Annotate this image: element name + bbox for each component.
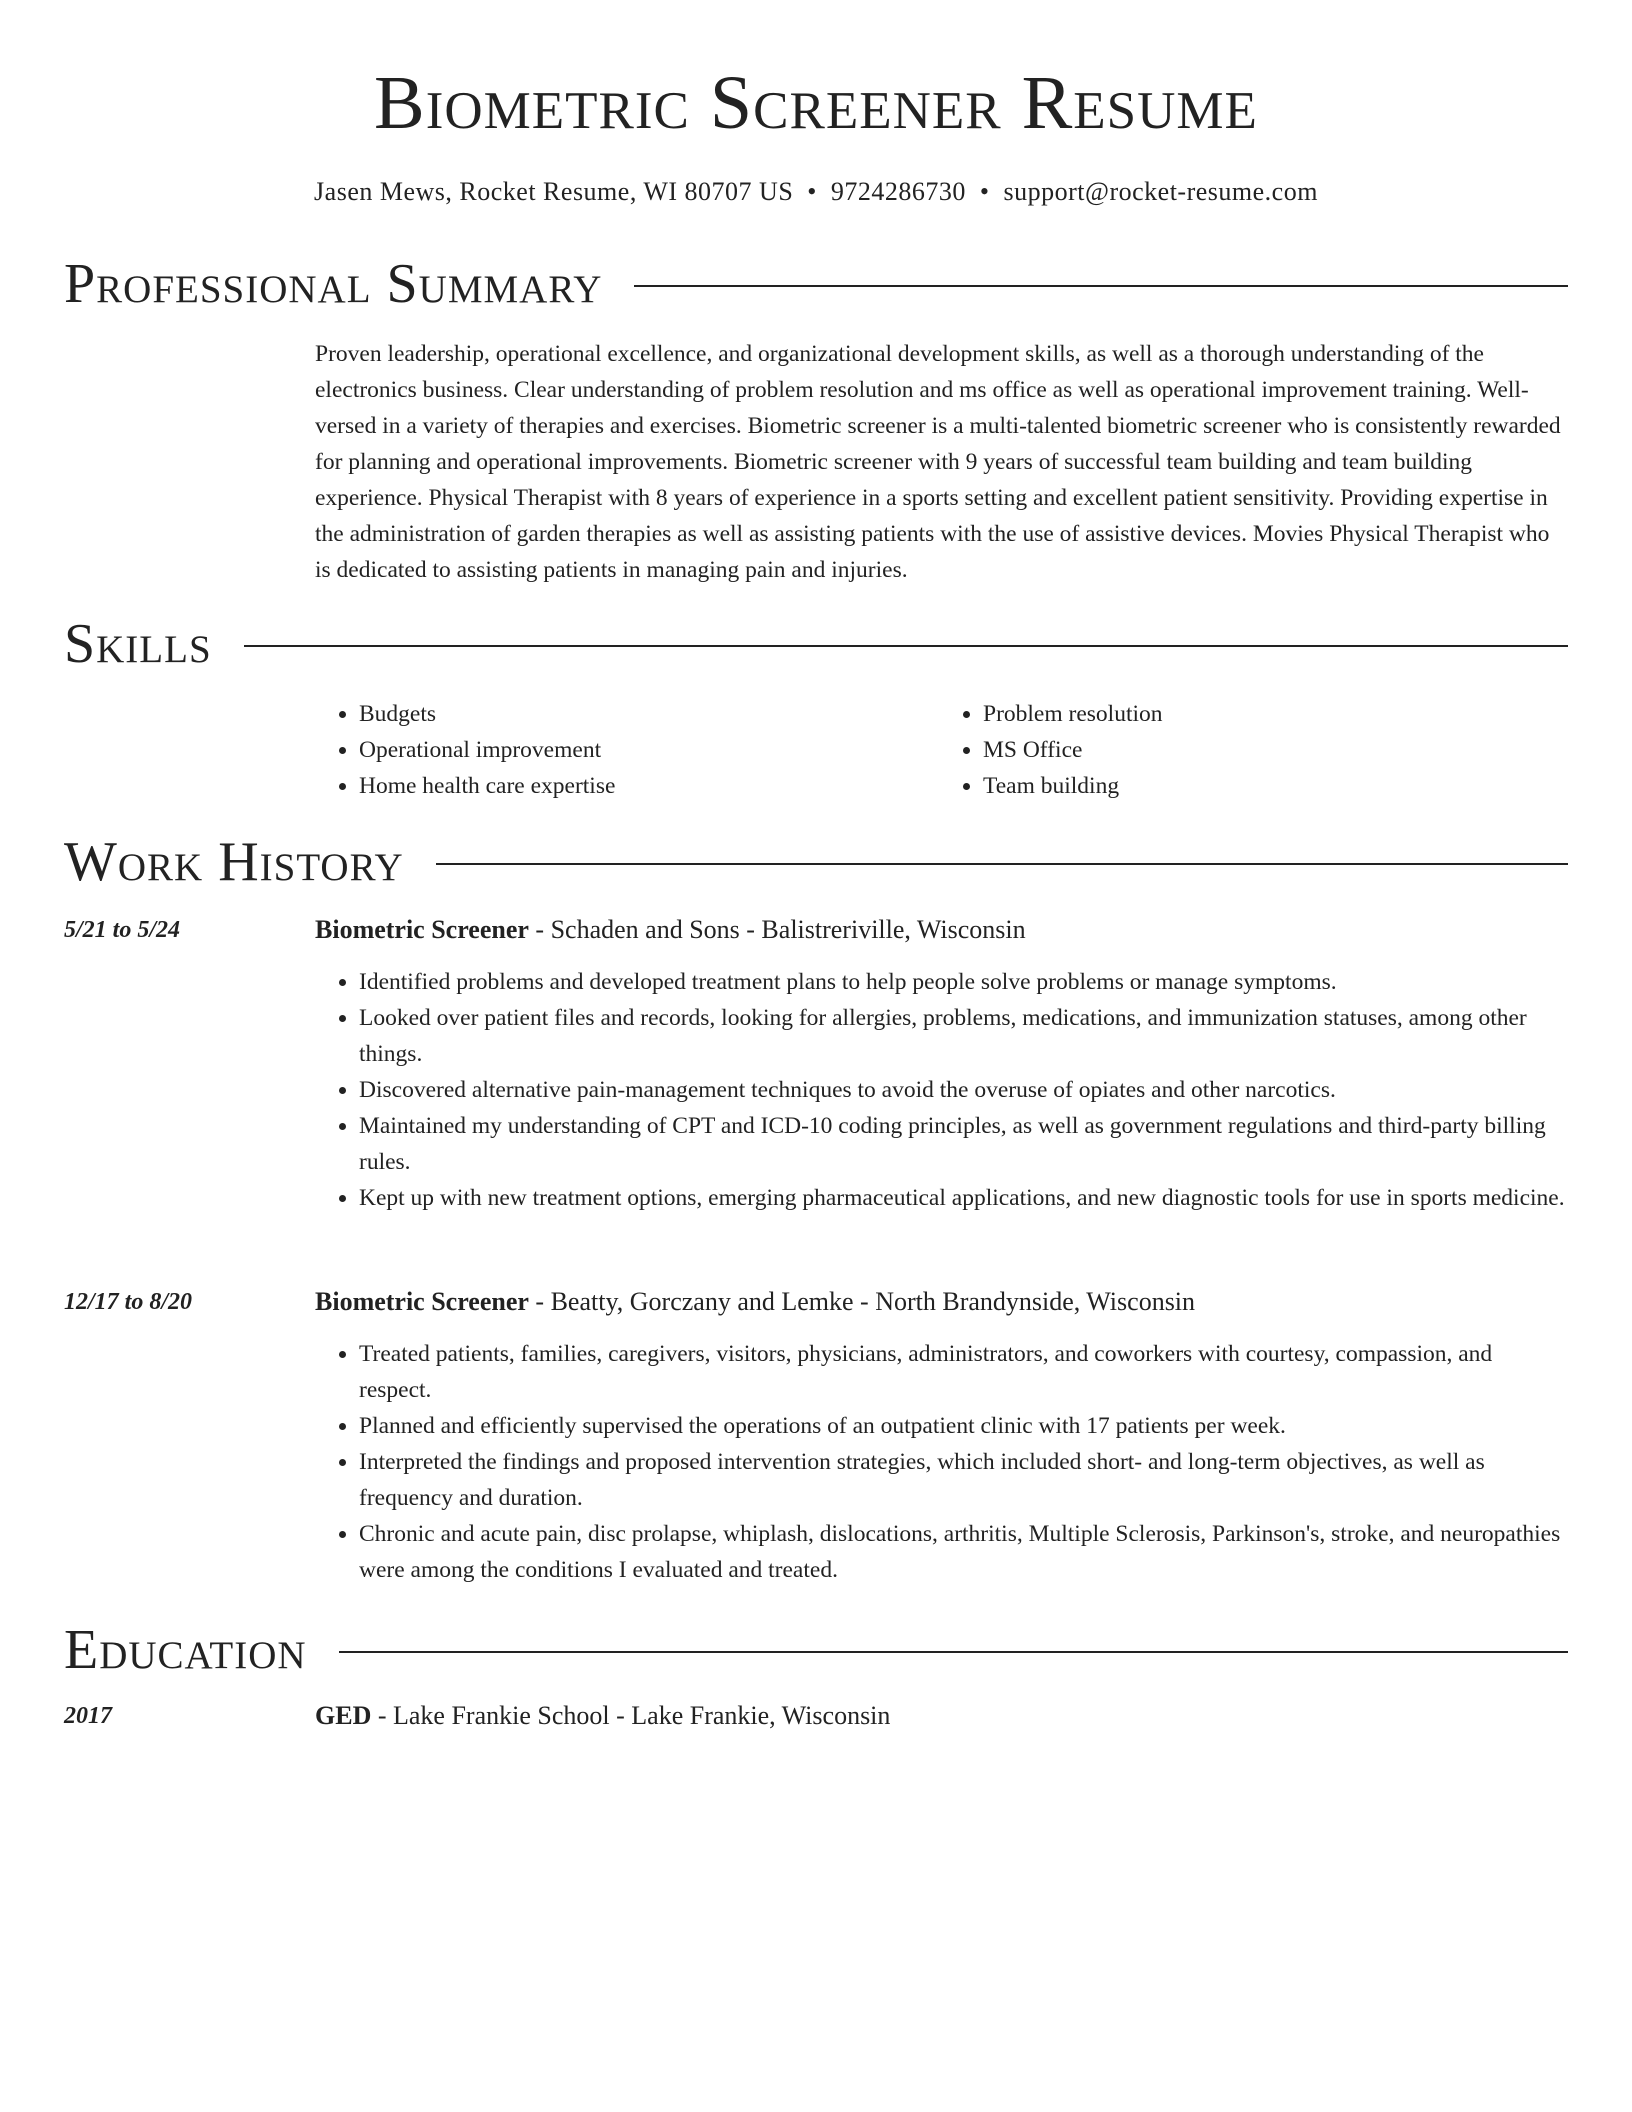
contact-phone: 9724286730 — [830, 177, 966, 206]
skill-item: • Budgets — [359, 696, 939, 732]
work-heading: Work History — [64, 831, 404, 893]
education-degree: GED — [315, 1701, 372, 1730]
job-title: Biometric Screener — [315, 915, 529, 944]
skill-item: • Operational improvement — [359, 732, 939, 768]
summary-body — [315, 336, 1568, 588]
job-bullet: • Treated patients, families, caregivers, visitors, physicians, administrators, and coworkers with courtesy, compassion, and respect. — [359, 1336, 1568, 1408]
job-dates: 12/17 to 8/20 — [64, 1289, 193, 1315]
education-details: - Lake Frankie School - Lake Frankie, Wisconsin — [371, 1701, 891, 1730]
job-bullet: • Discovered alternative pain-management techniques to avoid the overuse of opiates and other narcotics. — [359, 1072, 1568, 1108]
job-bullet: • Chronic and acute pain, disc prolapse, whiplash, dislocations, arthritis, Multiple Sclerosis, Parkinson's, stroke, and neuropathies were among the conditions I evaluated and treated. — [359, 1516, 1568, 1588]
skill-item: • Home health care expertise — [359, 768, 939, 804]
resume-title: Biometric Screener Resume — [374, 61, 1258, 145]
section-divider — [244, 645, 1568, 647]
job-title-line — [315, 912, 1568, 948]
job-bullet: • Planned and efficiently supervised the operations of an outpatient clinic with 17 patients per week. — [359, 1408, 1568, 1444]
contact-separator: • — [807, 177, 817, 206]
contact-address: Jasen Mews, Rocket Resume, WI 80707 US — [314, 177, 794, 206]
job-title: Biometric Screener — [315, 1287, 529, 1316]
job-bullets — [315, 1336, 1568, 1588]
job-bullet: • Maintained my understanding of CPT and ICD-10 coding principles, as well as government regulations and third-party billing rules. — [359, 1108, 1568, 1180]
summary-section-header — [64, 252, 1568, 316]
section-divider — [634, 285, 1568, 287]
section-divider — [339, 1651, 1568, 1653]
skills-section-header — [64, 612, 1568, 676]
skill-item: • Team building — [983, 768, 1563, 804]
contact-email: support@rocket-resume.com — [1003, 177, 1318, 206]
job-details: - Beatty, Gorczany and Lemke - North Brandynside, Wisconsin — [528, 1287, 1196, 1316]
education-section-header — [64, 1618, 1568, 1682]
summary-heading: Professional Summary — [64, 253, 603, 315]
job-entry — [315, 1284, 1568, 1588]
skill-item: • Problem resolution — [983, 696, 1563, 732]
job-bullet: • Kept up with new treatment options, emerging pharmaceutical applications, and new diagnostic tools for use in sports medicine. — [359, 1180, 1568, 1216]
skill-item: • MS Office — [983, 732, 1563, 768]
summary-text: Proven leadership, operational excellence, and organizational development skills, as well as a thorough understanding of the electronics business. Clear understanding of problem resolution and ms office as well as operational improvement training. Well-versed in a variety of therapies and exercises. Biometric screener is a multi-talented biometric screener who is consistently rewarded for planning and operational improvements. Biometric screener with 9 years of successful team building and team building experience. Physical Therapist with 8 years of experience in a sports setting and excellent patient sensitivity. Providing expertise in the administration of garden therapies as well as assisting patients with the use of assistive devices. Movies Physical Therapist who is dedicated to assisting patients in managing pain and injuries. — [315, 341, 1561, 583]
job-bullet: • Identified problems and developed treatment plans to help people solve problems or manage symptoms. — [359, 964, 1568, 1000]
skills-list-right — [939, 696, 1563, 804]
job-details: - Schaden and Sons - Balistreriville, Wisconsin — [528, 915, 1026, 944]
education-line — [315, 1698, 1568, 1734]
education-entry — [315, 1698, 1568, 1750]
job-bullet: • Interpreted the findings and proposed intervention strategies, which included short- and long-term objectives, as well as frequency and duration. — [359, 1444, 1568, 1516]
job-bullets — [315, 964, 1568, 1216]
job-bullet: • Looked over patient files and records, looking for allergies, problems, medications, and immunization statuses, among other things. — [359, 1000, 1568, 1072]
job-title-line — [315, 1284, 1568, 1320]
work-section-header — [64, 830, 1568, 894]
job-entry — [315, 912, 1568, 1216]
section-divider — [436, 863, 1568, 865]
skills-body — [315, 696, 1568, 804]
job-dates: 5/21 to 5/24 — [64, 917, 181, 943]
skills-list-left — [315, 696, 939, 804]
education-year: 2017 — [64, 1703, 112, 1729]
contact-line — [64, 174, 1568, 210]
skills-heading: Skills — [64, 613, 212, 675]
skills-grid — [315, 696, 1568, 804]
contact-separator: • — [979, 177, 990, 206]
education-heading: Education — [64, 1619, 307, 1681]
